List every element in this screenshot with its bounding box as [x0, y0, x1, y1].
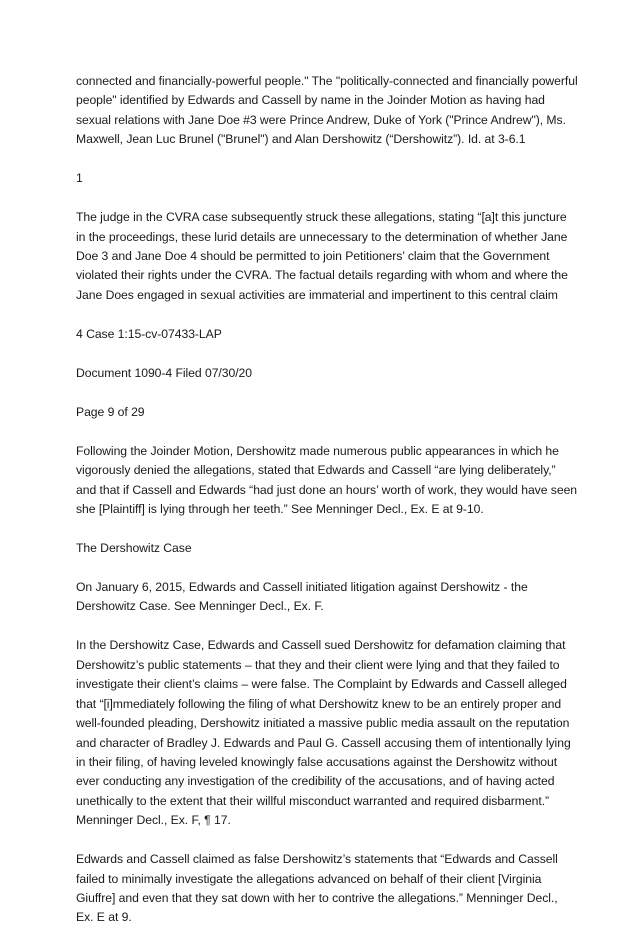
page-number-line: Page 9 of 29 [76, 404, 145, 419]
document-filed-line: Document 1090-4 Filed 07/30/20 [76, 365, 253, 380]
section-heading-dershowitz-case: The Dershowitz Case [76, 541, 192, 556]
paragraph-public-appearances: Following the Joinder Motion, Dershowitz made numerous public appearances in which he vigorously denied the allegations, stated that Edwards and Cassell “are lying deliberately,” and that if Cassell and Edwards “had just done an hours’ worth of work, they would have seen she [Plaintiff] is lying through her teeth.” See Menninger Decl., Ex. E at 9-10. [76, 443, 578, 517]
paragraph-false-statements: Edwards and Cassell claimed as false Dershowitz’s statements that “Edwards and Cassell failed to minimally investigate the allegations advanced on behalf of their client [Virginia Giuffre] and even that they sat down with her to contrive the allegations.” Menninger Decl., Ex. E at 9. [76, 852, 558, 925]
paragraph-cvra-struck: The judge in the CVRA case subsequently struck these allegations, stating “[a]t this juncture in the proceedings, these lurid details are unnecessary to the determination of whether Jane Doe 3 and Jane Doe 4 should be permitted to join Petitioners’ claim that the Government violated their rights under the CVRA. The factual details regarding with whom and where the Jane Does engaged in sexual activities are immaterial and impertinent to this central claim [76, 210, 568, 302]
paragraph-joinder-identities: connected and financially-powerful people." The "politically-connected and financially powerful people" identified by Edwards and Cassell by name in the Joinder Motion as having had sexual relations with Jane Doe #3 were Prince Andrew, Duke of York ("Prince Andrew"), Ms. Maxwell, Jean Luc Brunel ("Brunel") and Alan Dershowitz (“Dershowitz”). Id. at 3-6.1 [76, 74, 578, 147]
footnote-marker: 1 [76, 171, 83, 186]
paragraph-defamation-claim: In the Dershowitz Case, Edwards and Cassell sued Dershowitz for defamation claiming that Dershowitz’s public statements – that they and their client were lying and that they failed to investigate their client’s claims – were false. The Complaint by Edwards and Cassell alleged that “[i]mmediately following the filing of what Dershowitz knew to be an entirely proper and well-founded pleading, Dershowitz initiated a massive public media assault on the reputation and character of Bradley J. Edwards and Paul G. Cassell accusing them of intentionally lying in their filing, of having leveled knowingly false accusations against the Dershowitz without ever conducting any investigation of the credibility of the accusations, and of having acted unethically to the extent that their willful misconduct warranted and required disbarment.” Menninger Decl., Ex. F, ¶ 17. [76, 638, 571, 828]
case-number-line: 4 Case 1:15-cv-07433-LAP [76, 326, 222, 341]
paragraph-litigation-initiated: On January 6, 2015, Edwards and Cassell initiated litigation against Dershowitz - the Dershowitz Case. See Menninger Decl., Ex. F. [76, 580, 528, 614]
